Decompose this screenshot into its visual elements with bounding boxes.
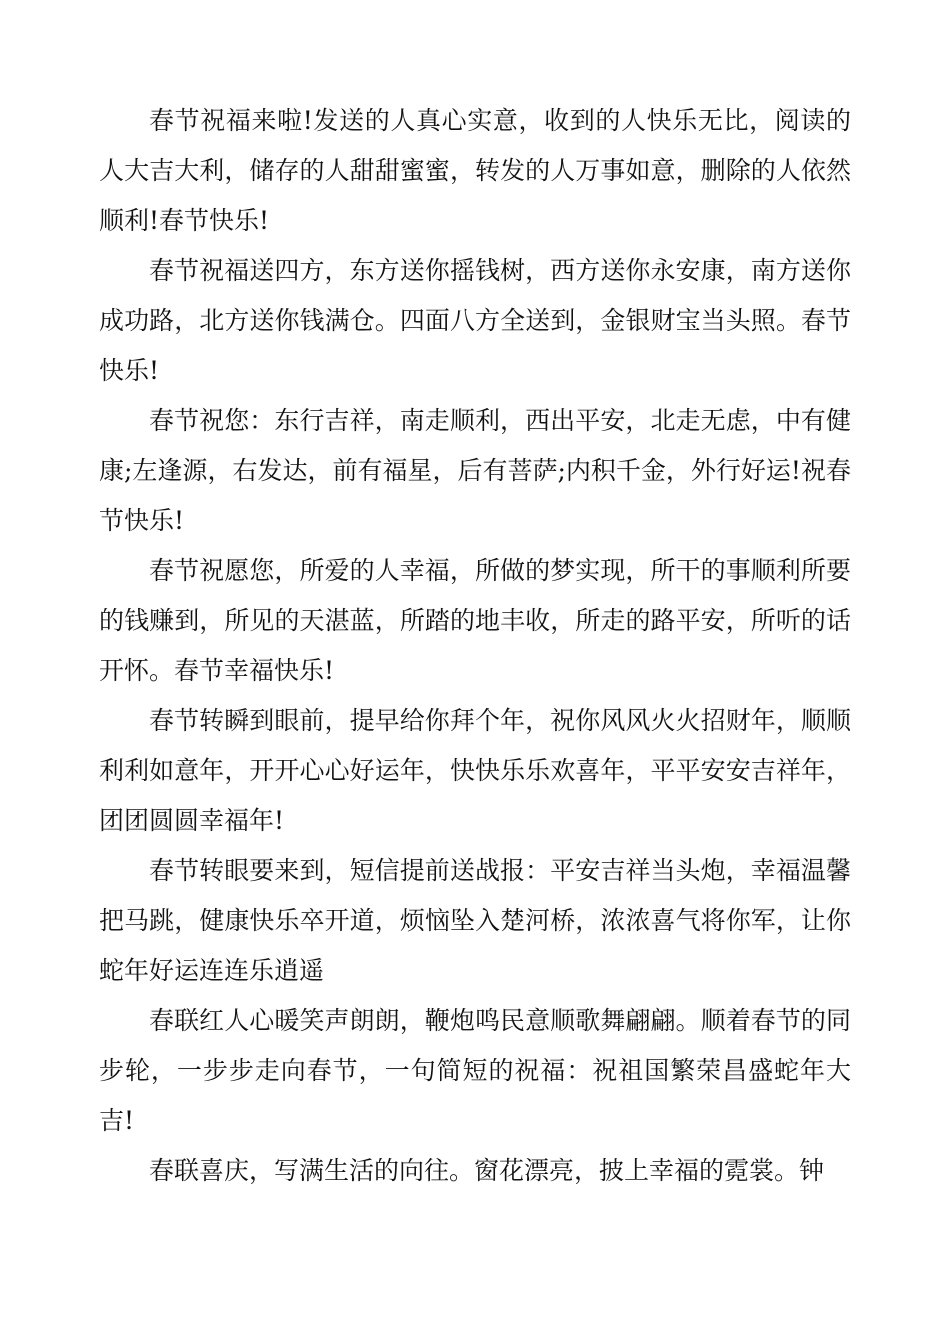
- paragraph-2: 春节祝福送四方，东方送你摇钱树，西方送你永安康，南方送你成功路，北方送你钱满仓。四面八方全送到，金银财宝当头照。春节快乐!: [99, 256, 851, 385]
- paragraph-7: 春联红人心暖笑声朗朗，鞭炮鸣民意顺歌舞翩翩。顺着春节的同步轮，一步步走向春节，一句简短的祝福：祝祖国繁荣昌盛蛇年大吉!: [99, 1006, 851, 1135]
- paragraph-3: 春节祝您：东行吉祥，南走顺利，西出平安，北走无虑，中有健康;左逢源，右发达，前有福星，后有菩萨;内积千金，外行好运!祝春节快乐!: [99, 406, 851, 535]
- paragraph-5: 春节转瞬到眼前，提早给你拜个年，祝你风风火火招财年，顺顺利利如意年，开开心心好运年，快快乐乐欢喜年，平平安安吉祥年，团团圆圆幸福年!: [99, 706, 851, 835]
- paragraph-8: 春联喜庆，写满生活的向往。窗花漂亮，披上幸福的霓裳。钟: [149, 1156, 825, 1185]
- paragraph-1: 春节祝福来啦!发送的人真心实意，收到的人快乐无比，阅读的人大吉大利，储存的人甜甜蜜蜜，转发的人万事如意，删除的人依然顺利!春节快乐!: [99, 106, 851, 235]
- paragraph-4: 春节祝愿您，所爱的人幸福，所做的梦实现，所干的事顺利所要的钱赚到，所见的天湛蓝，所踏的地丰收，所走的路平安，所听的话开怀。春节幸福快乐!: [99, 556, 851, 685]
- document-body: [99, 96, 851, 1196]
- paragraph-6: 春节转眼要来到，短信提前送战报：平安吉祥当头炮，幸福温馨把马跳，健康快乐卒开道，烦恼坠入楚河桥，浓浓喜气将你军，让你蛇年好运连连乐逍遥: [99, 856, 851, 985]
